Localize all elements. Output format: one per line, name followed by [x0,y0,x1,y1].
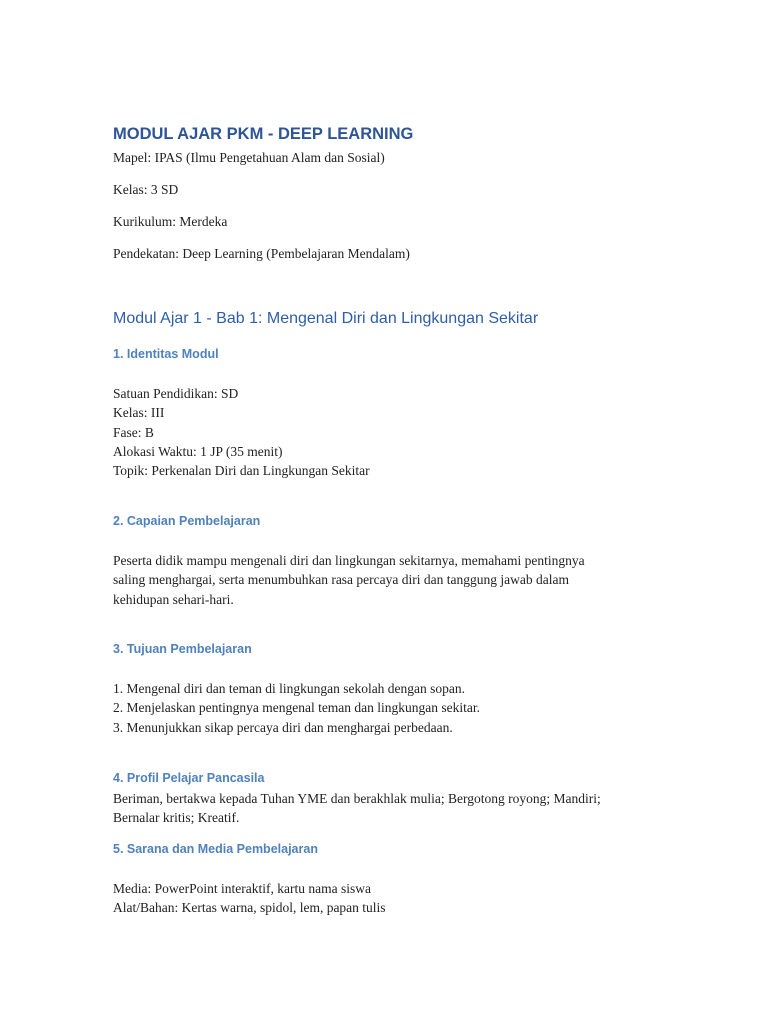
capaian-line: saling menghargai, serta menumbuhkan rasa percaya diri dan tanggung jawab dalam [113,572,569,588]
profil-line: Beriman, bertakwa kepada Tuhan YME dan berakhlak mulia; Bergotong royong; Mandiri; [113,791,601,806]
sarana-line: Media: PowerPoint interaktif, kartu nama siswa [113,881,371,896]
sarana-line: Alat/Bahan: Kertas warna, spidol, lem, papan tulis [113,900,386,916]
meta-mapel: Mapel: IPAS (Ilmu Pengetahuan Alam dan Sosial) [113,150,385,165]
module-heading: Modul Ajar 1 - Bab 1: Mengenal Diri dan Lingkungan Sekitar [113,310,539,327]
tujuan-line: 2. Menjelaskan pentingnya mengenal teman dan lingkungan sekitar. [113,700,481,716]
identitas-line: Alokasi Waktu: 1 JP (35 menit) [113,443,283,459]
identitas-line: Fase: B [113,424,154,440]
section-heading-identitas: 1. Identitas Modul [113,347,219,361]
identitas-line: Kelas: III [113,405,165,421]
section-heading-sarana: 5. Sarana dan Media Pembelajaran [113,842,318,856]
section-body-sarana [113,879,386,918]
section-heading-tujuan: 3. Tujuan Pembelajaran [113,642,252,656]
tujuan-line: 1. Mengenal diri dan teman di lingkungan sekolah dengan sopan. [113,681,466,696]
identitas-line: Satuan Pendidikan: SD [113,386,239,401]
capaian-line: kehidupan sehari-hari. [113,591,234,607]
meta-kurikulum: Kurikulum: Merdeka [113,214,228,229]
section-heading-capaian: 2. Capaian Pembelajaran [113,514,261,528]
profil-line: Bernalar kritis; Kreatif. [113,810,240,826]
section-heading-profil: 4. Profil Pelajar Pancasila [113,771,265,785]
section-body-tujuan [113,679,480,737]
identitas-line: Topik: Perkenalan Diri dan Lingkungan Sekitar [113,463,370,479]
section-body-profil [113,789,601,828]
section-body-capaian [113,551,585,609]
capaian-line: Peserta didik mampu mengenali diri dan lingkungan sekitarnya, memahami pentingnya [113,553,585,568]
meta-kelas: Kelas: 3 SD [113,182,179,197]
section-body-identitas [113,384,370,480]
tujuan-line: 3. Menunjukkan sikap percaya diri dan menghargai perbedaan. [113,719,453,735]
document-title: MODUL AJAR PKM - DEEP LEARNING [113,125,414,143]
meta-pendekatan: Pendekatan: Deep Learning (Pembelajaran Mendalam) [113,246,410,261]
